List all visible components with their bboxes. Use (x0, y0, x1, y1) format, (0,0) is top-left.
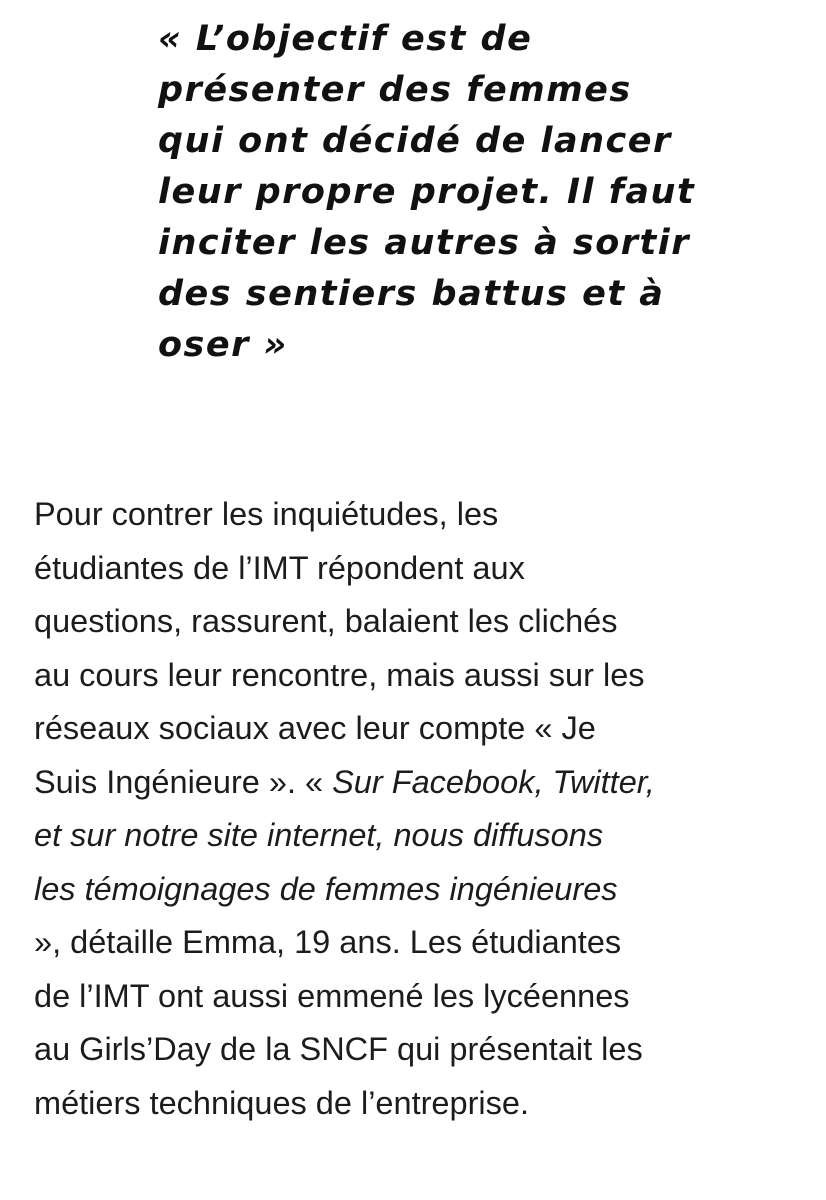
body-line (34, 756, 814, 810)
inline-quote: et sur notre site internet, nous diffusons (34, 817, 604, 853)
pull-quote (158, 14, 758, 371)
inline-quote: Sur Facebook, Twitter, (332, 763, 655, 800)
pull-quote-line: « L’objectif est de (158, 19, 533, 59)
body-line: », détaille Emma, 19 ans. Les étudiantes (34, 924, 622, 960)
pull-quote-line: oser » (158, 325, 288, 365)
body-line: réseaux sociaux avec leur compte « Je (34, 710, 596, 746)
body-line: métiers techniques de l’entreprise. (34, 1084, 529, 1121)
body-line: de l’IMT ont aussi emmené les lycéennes (34, 977, 630, 1014)
body-line: questions, rassurent, balaient les clichés (34, 603, 618, 639)
body-paragraph (34, 488, 814, 1130)
body-line (34, 863, 814, 917)
pull-quote-line: des sentiers battus et à (158, 274, 665, 314)
body-text-segment: Suis Ingénieure ». « (34, 763, 333, 800)
body-line: au Girls’Day de la SNCF qui présentait les (34, 1031, 643, 1067)
pull-quote-line: présenter des femmes (158, 70, 632, 110)
body-line: étudiantes de l’IMT répondent aux (34, 549, 525, 586)
inline-quote: les témoignages de femmes ingénieures (34, 870, 618, 907)
body-line: au cours leur rencontre, mais aussi sur les (34, 656, 645, 693)
body-line (34, 809, 814, 863)
pull-quote-line: leur propre projet. Il faut (158, 172, 696, 212)
pull-quote-line: qui ont décidé de lancer (158, 121, 672, 161)
pull-quote-line: inciter les autres à sortir (158, 223, 691, 263)
body-line: Pour contrer les inquiétudes, les (34, 496, 499, 532)
